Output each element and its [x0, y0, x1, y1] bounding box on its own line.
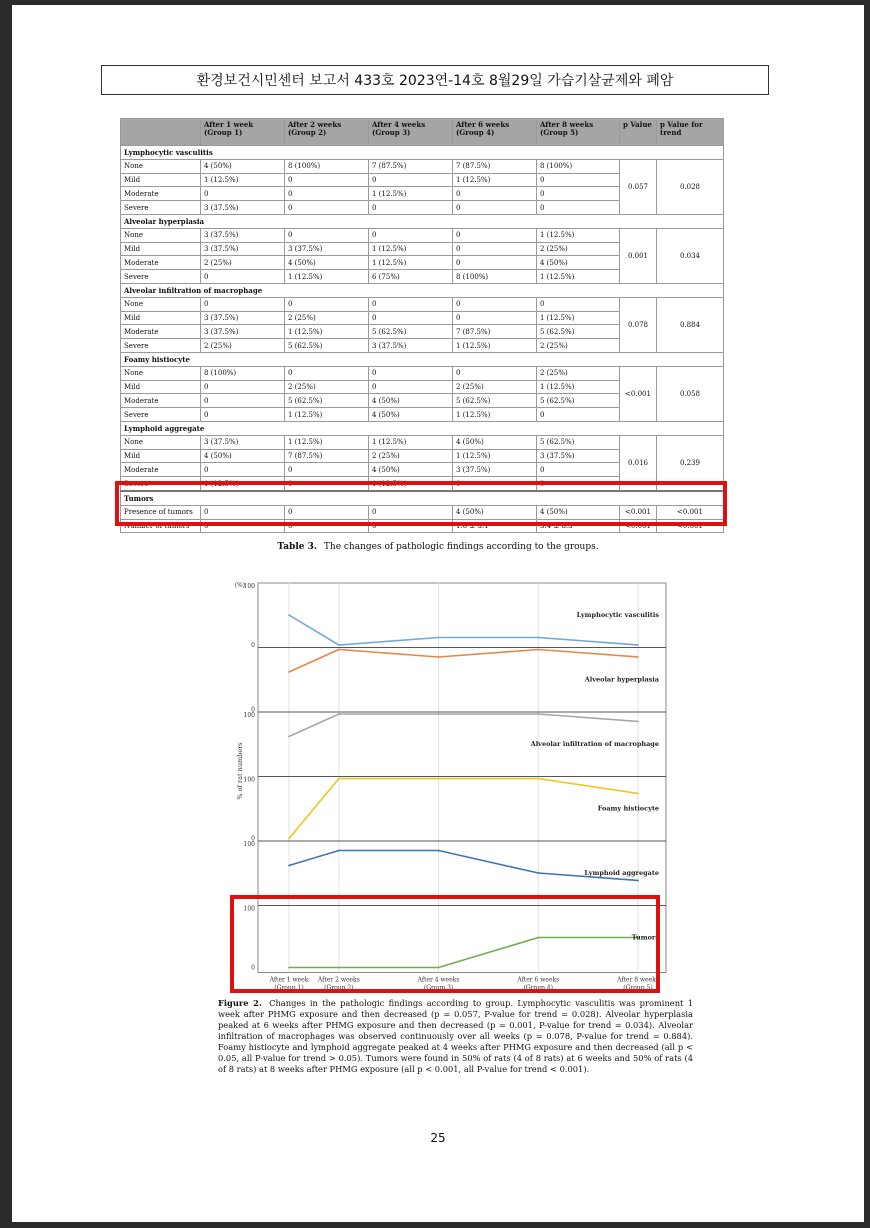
- data-point: [637, 721, 639, 723]
- table-cell: 0: [453, 477, 537, 491]
- pathology-table: [120, 118, 724, 533]
- table-cell: 1 (12.5%): [201, 173, 285, 187]
- table-cell: 0: [453, 242, 537, 256]
- data-point: [288, 614, 290, 616]
- table-cell: 1 (12.5%): [453, 173, 537, 187]
- table-cell: Presence of tumors: [121, 505, 201, 519]
- table-cell: <0.001: [657, 505, 724, 519]
- table-cell: 3.4 ± 8.3: [537, 519, 620, 533]
- report-header: [101, 65, 769, 95]
- table-cell: Severe: [121, 408, 201, 422]
- table-cell: 8 (100%): [453, 270, 537, 284]
- table-cell: 2 (25%): [201, 256, 285, 270]
- table-cell: 4 (50%): [285, 256, 369, 270]
- table-cell: 4 (50%): [537, 505, 620, 519]
- table-row: [121, 366, 724, 380]
- table-cell: 1 (12.5%): [369, 242, 453, 256]
- table-caption: [12, 542, 864, 552]
- y-tick-label: 100: [243, 776, 255, 784]
- table-caption-label: Table 3.: [277, 542, 318, 552]
- section-header-row: [121, 214, 724, 228]
- table-cell: 3 (37.5%): [201, 311, 285, 325]
- table-cell: 5 (62.5%): [369, 325, 453, 339]
- table-cell: 3 (37.5%): [537, 449, 620, 463]
- table-cell: 1 (12.5%): [537, 270, 620, 284]
- table-cell: 0: [537, 201, 620, 215]
- table-cell: 3 (37.5%): [369, 339, 453, 353]
- figure-caption: [218, 998, 693, 1075]
- data-point: [438, 713, 440, 715]
- table-cell: 0: [537, 408, 620, 422]
- table-row: [121, 159, 724, 173]
- table-cell: 1 (12.5%): [285, 325, 369, 339]
- table-cell: 0: [201, 408, 285, 422]
- table-cell: 3 (37.5%): [201, 228, 285, 242]
- p-trend-cell: 0.034: [657, 228, 724, 283]
- p-value-cell: 0.057: [620, 159, 657, 214]
- series-label: Alveolar infiltration of macrophage: [530, 740, 659, 748]
- p-value-cell: 0.078: [620, 297, 657, 352]
- series-line: [289, 714, 638, 737]
- data-point: [288, 736, 290, 738]
- table-cell: Severe: [121, 477, 201, 491]
- document-page: [12, 5, 864, 1222]
- table-cell: 2 (25%): [537, 366, 620, 380]
- table-cell: 0: [453, 201, 537, 215]
- table-cell: 0: [369, 311, 453, 325]
- table-cell: Mild: [121, 173, 201, 187]
- data-point: [338, 713, 340, 715]
- data-point: [537, 649, 539, 651]
- p-value-cell: 0.016: [620, 435, 657, 491]
- table-cell: 3 (37.5%): [201, 201, 285, 215]
- table-cell: 5 (62.5%): [537, 325, 620, 339]
- data-point: [438, 850, 440, 852]
- table-cell: None: [121, 159, 201, 173]
- y-tick-label: 0: [251, 835, 255, 843]
- p-value-cell: 0.001: [620, 228, 657, 283]
- figure-caption-text: Changes in the pathologic findings according to group. Lymphocytic vasculitis was prominent 1 week after PHMG exposure and then decreased (p = 0.057, P-value for trend = 0.028). Alveolar hyperplasia peaked at 6 weeks after PHMG exposure and then decreased (p = 0.001, P-value for trend = 0.034). Alveolar infiltration of macrophages was observed continuously over all weeks (p = 0.078, P-value for trend = 0.884). Foamy histiocyte and lymphoid aggregate peaked at 4 weeks after PHMG exposure and then decreased (all p < 0.05, all P-value for trend > 0.05). Tumors were found in 50% of rats (4 of 8 rats) at 6 weeks and 50% of rats (4 of 8 rats) at 8 weeks after PHMG exposure (all p < 0.001, all P-value for trend < 0.001).: [218, 998, 693, 1074]
- data-point: [338, 850, 340, 852]
- table-cell: 0: [201, 187, 285, 201]
- y-tick-label: 100: [243, 905, 255, 913]
- y-tick-label: 100: [243, 712, 255, 719]
- table-cell: 2 (25%): [453, 380, 537, 394]
- series-line: [289, 615, 638, 645]
- table-cell: 4 (50%): [369, 463, 453, 477]
- table-cell: 0: [285, 463, 369, 477]
- table-cell: 4 (50%): [453, 505, 537, 519]
- data-point: [637, 880, 639, 882]
- table-cell: None: [121, 228, 201, 242]
- table-cell: <0.001: [657, 519, 724, 533]
- table-cell: 4 (50%): [537, 256, 620, 270]
- table-cell: 0: [285, 201, 369, 215]
- table-cell: 1 (12.5%): [369, 477, 453, 491]
- data-point: [438, 637, 440, 639]
- table-cell: 2 (25%): [537, 242, 620, 256]
- table-cell: 4 (50%): [201, 449, 285, 463]
- data-point: [637, 644, 639, 646]
- table-cell: 0: [285, 173, 369, 187]
- x-tick-label: (Group 3): [423, 984, 454, 991]
- tumor-panel-highlight: [230, 895, 660, 993]
- table-cell: 0: [369, 366, 453, 380]
- table-cell: Moderate: [121, 325, 201, 339]
- table-cell: 7 (87.5%): [285, 449, 369, 463]
- table-cell: 4 (50%): [369, 408, 453, 422]
- table-cell: 0: [285, 228, 369, 242]
- column-header: After 8 weeks (Group 5): [537, 119, 620, 146]
- section-title: Tumors: [121, 491, 724, 505]
- table-cell: 0: [369, 380, 453, 394]
- table-cell: <0.001: [620, 505, 657, 519]
- table-cell: 5 (62.5%): [453, 394, 537, 408]
- table-cell: 3 (37.5%): [453, 463, 537, 477]
- table-cell: 0: [285, 187, 369, 201]
- column-header: [121, 119, 201, 146]
- table-cell: 0: [453, 311, 537, 325]
- tumor-rows-highlight: [115, 481, 727, 526]
- table-cell: 3 (37.5%): [201, 242, 285, 256]
- table-cell: 1 (12.5%): [537, 228, 620, 242]
- table-row: [121, 435, 724, 449]
- table-cell: 0: [201, 463, 285, 477]
- table-cell: 1 (12.5%): [201, 477, 285, 491]
- table-cell: 0: [537, 187, 620, 201]
- table-cell: 3 (37.5%): [201, 435, 285, 449]
- y-tick-label: 0: [251, 642, 255, 649]
- table-cell: 1 (12.5%): [537, 311, 620, 325]
- table-cell: Mild: [121, 380, 201, 394]
- table-cell: Severe: [121, 201, 201, 215]
- data-point: [288, 838, 290, 840]
- table-cell: 2 (25%): [285, 311, 369, 325]
- data-point: [338, 778, 340, 780]
- section-title: Alveolar infiltration of macrophage: [121, 283, 724, 297]
- table-cell: 0: [369, 173, 453, 187]
- data-point: [537, 778, 539, 780]
- table-cell: 8 (100%): [285, 159, 369, 173]
- column-header: After 2 weeks (Group 2): [285, 119, 369, 146]
- table-row: [121, 297, 724, 311]
- table-cell: 3 (37.5%): [201, 325, 285, 339]
- table-cell: 2 (25%): [201, 339, 285, 353]
- pathology-table-wrapper: [120, 118, 723, 533]
- table-cell: 2 (25%): [285, 380, 369, 394]
- section-header-row: [121, 352, 724, 366]
- table-cell: 0: [369, 297, 453, 311]
- section-title: Lymphocytic vasculitis: [121, 146, 724, 160]
- table-cell: 1 (12.5%): [369, 256, 453, 270]
- table-cell: <0.001: [620, 519, 657, 533]
- section-header-row: [121, 283, 724, 297]
- figure-caption-label: Figure 2.: [218, 998, 262, 1008]
- column-header: p Value: [620, 119, 657, 146]
- section-title: Lymphoid aggregate: [121, 421, 724, 435]
- series-line: [289, 650, 638, 673]
- table-cell: Number of tumors: [121, 519, 201, 533]
- data-point: [338, 649, 340, 651]
- table-cell: 1 (12.5%): [453, 449, 537, 463]
- table-cell: 6 (75%): [369, 270, 453, 284]
- data-point: [288, 671, 290, 673]
- table-cell: 0: [537, 477, 620, 491]
- table-cell: Moderate: [121, 256, 201, 270]
- table-cell: 0: [453, 228, 537, 242]
- series-label: Foamy histiocyte: [597, 804, 659, 813]
- table-cell: Severe: [121, 270, 201, 284]
- table-cell: Mild: [121, 449, 201, 463]
- x-tick-label: After 1 week: [269, 976, 309, 984]
- table-cell: Moderate: [121, 394, 201, 408]
- table-cell: 0: [201, 394, 285, 408]
- table-cell: 0: [453, 297, 537, 311]
- p-trend-cell: 0.058: [657, 366, 724, 421]
- data-point: [537, 637, 539, 639]
- table-cell: 0: [201, 519, 285, 533]
- y-tick-label: 100: [243, 841, 255, 848]
- series-label: Tumors: [631, 933, 659, 942]
- table-cell: 0: [201, 380, 285, 394]
- table-cell: 5 (62.5%): [285, 394, 369, 408]
- x-tick-label: (Group 5): [623, 984, 653, 991]
- data-point: [537, 872, 539, 874]
- data-point: [438, 656, 440, 658]
- page-number: 25: [430, 1131, 446, 1145]
- table-cell: None: [121, 297, 201, 311]
- table-cell: 1 (12.5%): [453, 339, 537, 353]
- p-trend-cell: 0.239: [657, 435, 724, 491]
- series-label: Lymphoid aggregate: [584, 869, 659, 877]
- unit-label: (%): [234, 582, 245, 589]
- table-cell: 0: [201, 270, 285, 284]
- section-title: Alveolar hyperplasia: [121, 214, 724, 228]
- table-cell: 2 (25%): [369, 449, 453, 463]
- section-header-row: [121, 421, 724, 435]
- table-cell: 0: [453, 187, 537, 201]
- table-cell: 0: [285, 366, 369, 380]
- table-cell: 0: [285, 297, 369, 311]
- x-tick-label: (Group 1): [274, 984, 304, 991]
- x-tick-label: After 8 weeks: [617, 976, 659, 984]
- table-cell: 5 (62.5%): [537, 394, 620, 408]
- table-cell: 1.6 ± 3.1: [453, 519, 537, 533]
- table-cell: 1 (12.5%): [285, 435, 369, 449]
- table-cell: 0: [369, 201, 453, 215]
- p-trend-cell: 0.028: [657, 159, 724, 214]
- x-tick-label: After 2 weeks: [317, 976, 360, 984]
- table-caption-text: The changes of pathologic findings according to the groups.: [323, 542, 599, 552]
- table-cell: 0: [537, 297, 620, 311]
- series-label: Lymphocytic vasculitis: [576, 611, 659, 619]
- table-cell: 8 (100%): [537, 159, 620, 173]
- table-cell: 5 (62.5%): [537, 435, 620, 449]
- table-cell: 0: [537, 173, 620, 187]
- table-cell: 0: [369, 505, 453, 519]
- table-cell: None: [121, 435, 201, 449]
- table-cell: 0: [369, 228, 453, 242]
- y-tick-label: 0: [251, 706, 255, 714]
- x-tick-label: (Group 4): [523, 984, 553, 991]
- table-cell: Mild: [121, 242, 201, 256]
- p-value-cell: <0.001: [620, 366, 657, 421]
- report-header-text: 환경보건시민센터 보고서 433호 2023연-14호 8월29일 가습기살균제와 폐암: [196, 73, 674, 89]
- table-cell: 8 (100%): [201, 366, 285, 380]
- table-cell: 0: [201, 297, 285, 311]
- table-cell: 1 (12.5%): [285, 270, 369, 284]
- table-row: [121, 228, 724, 242]
- table-cell: Severe: [121, 339, 201, 353]
- column-header: After 6 weeks (Group 4): [453, 119, 537, 146]
- table-cell: Mild: [121, 311, 201, 325]
- table-cell: 7 (87.5%): [453, 159, 537, 173]
- data-point: [438, 778, 440, 780]
- table-cell: 1 (12.5%): [537, 380, 620, 394]
- table-cell: 0: [285, 505, 369, 519]
- table-cell: 4 (50%): [453, 435, 537, 449]
- column-header: p Value for trend: [657, 119, 724, 146]
- table-cell: 0: [453, 256, 537, 270]
- table-cell: 7 (87.5%): [453, 325, 537, 339]
- table-cell: 0: [201, 505, 285, 519]
- table-cell: 1 (12.5%): [285, 408, 369, 422]
- section-title: Foamy histiocyte: [121, 352, 724, 366]
- table-cell: 2 (25%): [537, 339, 620, 353]
- y-axis-label: % of rat numbers: [236, 742, 244, 800]
- data-point: [288, 865, 290, 867]
- data-point: [338, 644, 340, 646]
- y-tick-label: 100: [243, 583, 255, 590]
- data-point: [637, 793, 639, 795]
- table-cell: 1 (12.5%): [453, 408, 537, 422]
- column-header: After 4 weeks (Group 3): [369, 119, 453, 146]
- table-cell: 0: [285, 477, 369, 491]
- table-cell: 1 (12.5%): [369, 187, 453, 201]
- table-cell: 0: [285, 519, 369, 533]
- series-line: [289, 779, 638, 839]
- x-tick-label: After 4 weeks: [417, 976, 460, 984]
- table-cell: None: [121, 366, 201, 380]
- table-cell: 0: [537, 463, 620, 477]
- series-label: Alveolar hyperplasia: [584, 675, 659, 684]
- section-header-row: [121, 146, 724, 160]
- table-cell: 5 (62.5%): [285, 339, 369, 353]
- table-cell: 3 (37.5%): [285, 242, 369, 256]
- table-cell: 4 (50%): [369, 394, 453, 408]
- table-cell: 1 (12.5%): [369, 435, 453, 449]
- table-cell: 0: [369, 519, 453, 533]
- column-header: After 1 week (Group 1): [201, 119, 285, 146]
- data-point: [537, 713, 539, 715]
- p-trend-cell: 0.884: [657, 297, 724, 352]
- table-cell: 4 (50%): [201, 159, 285, 173]
- table-header-row: [121, 119, 724, 146]
- table-cell: Moderate: [121, 463, 201, 477]
- data-point: [637, 656, 639, 658]
- x-tick-label: (Group 2): [324, 984, 354, 991]
- table-cell: Moderate: [121, 187, 201, 201]
- table-cell: 7 (87.5%): [369, 159, 453, 173]
- x-tick-label: After 6 weeks: [517, 976, 560, 984]
- y-tick-label: 0: [251, 964, 255, 972]
- table-cell: 0: [453, 366, 537, 380]
